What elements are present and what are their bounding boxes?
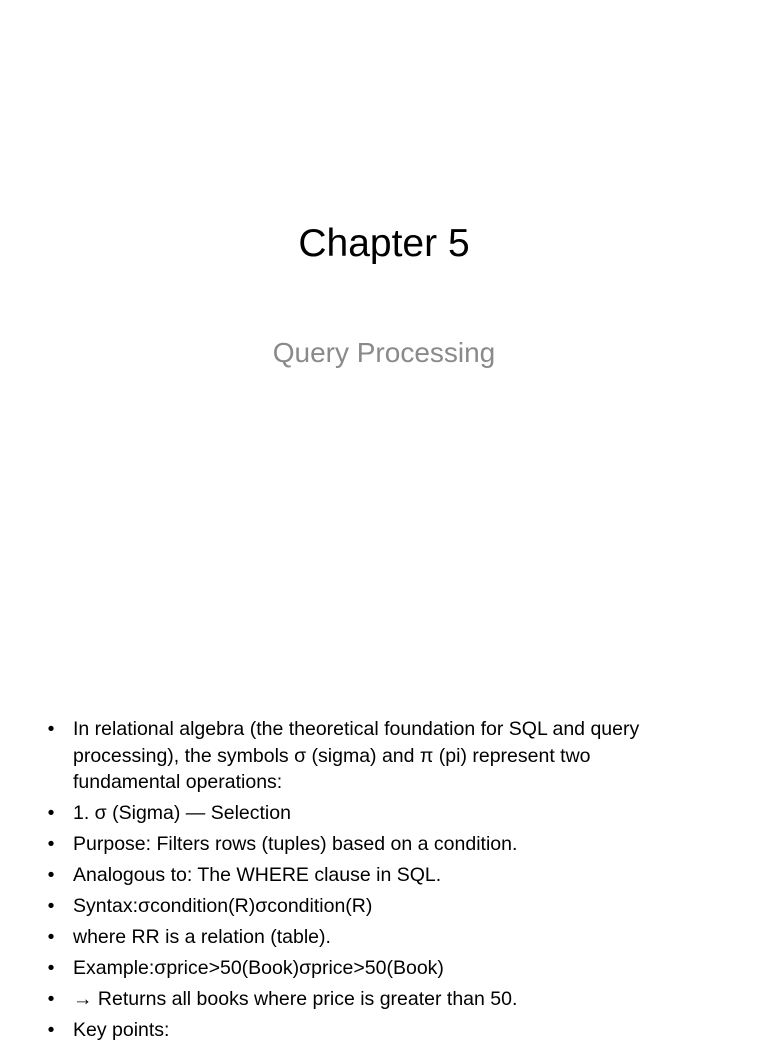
bullet-text: → Returns all books where price is greater than 50. <box>73 988 518 1010</box>
bullet-text: Syntax:σcondition(R)σcondition(R) <box>73 895 373 917</box>
chapter-subtitle: Query Processing <box>272 337 496 368</box>
bullet-item <box>0 831 768 858</box>
bullet-item <box>0 924 768 951</box>
bullet-item <box>0 1017 768 1044</box>
bullet-marker: • <box>47 926 55 948</box>
bullet-marker: • <box>47 895 55 917</box>
bullet-list <box>0 716 768 1048</box>
bullet-text: 1. σ (Sigma) — Selection <box>73 802 291 824</box>
content-slide <box>0 700 768 1041</box>
bullet-text: where RR is a relation (table). <box>73 926 331 948</box>
chapter-title: Chapter 5 <box>298 222 470 265</box>
bullet-item <box>0 986 768 1013</box>
bullet-marker: • <box>47 957 55 979</box>
bullet-text: In relational algebra (the theoretical foundation for SQL and query processing), the symbols σ (sigma) and π (pi) represent two fundamental operations: <box>73 718 640 793</box>
bullet-item <box>0 800 768 827</box>
bullet-text: Key points: <box>73 1019 170 1041</box>
bullet-text: Analogous to: The WHERE clause in SQL. <box>73 864 442 886</box>
bullet-item <box>0 893 768 920</box>
bullet-text: Purpose: Filters rows (tuples) based on a condition. <box>73 833 518 855</box>
bullet-item <box>0 862 768 889</box>
bullet-marker: • <box>47 802 55 824</box>
bullet-marker: • <box>47 1019 55 1041</box>
bullet-marker: • <box>47 988 55 1010</box>
bullet-marker: • <box>47 718 55 740</box>
bullet-item <box>0 955 768 982</box>
bullet-marker: • <box>47 833 55 855</box>
bullet-text: Example:σprice>50(Book)σprice>50(Book) <box>73 957 444 979</box>
bullet-item <box>0 716 768 796</box>
bullet-marker: • <box>47 864 55 886</box>
